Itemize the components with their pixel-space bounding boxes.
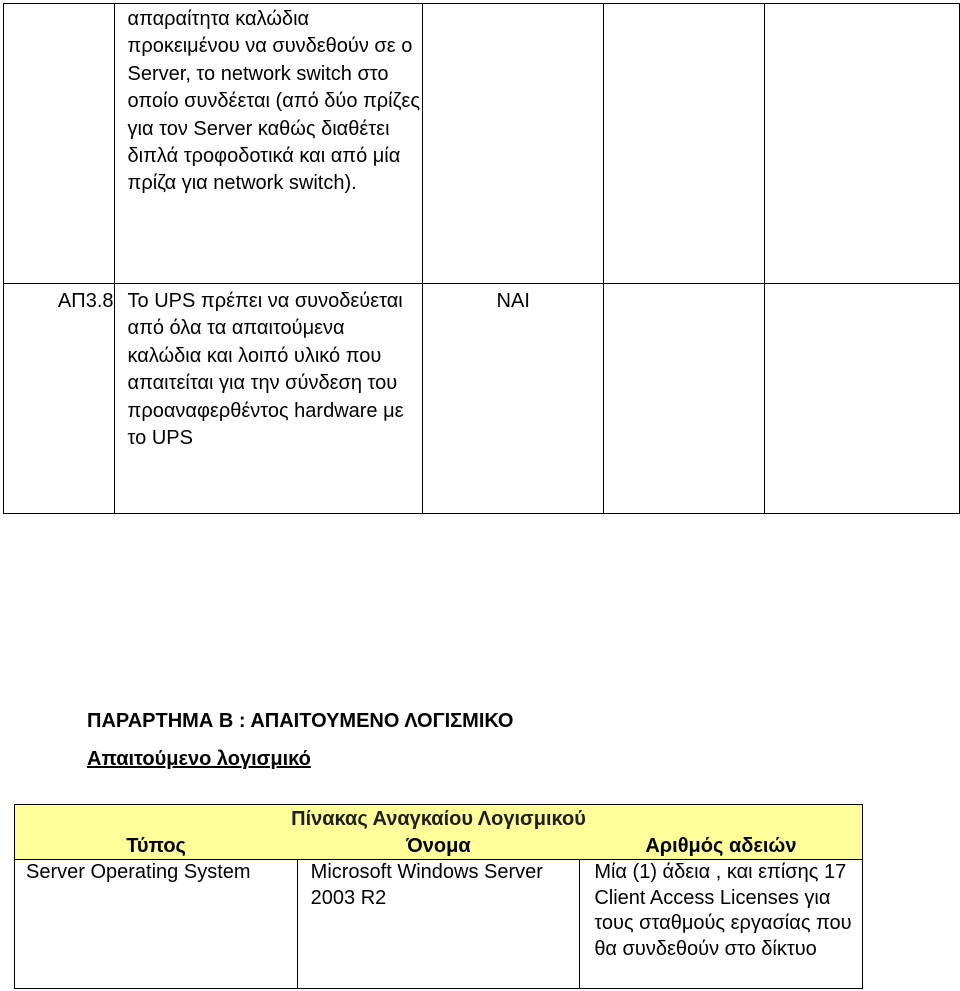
requirement-description: Το UPS πρέπει να συνοδεύεται από όλα τα απαιτούμενα καλώδια και λοιπό υλικό που απαιτείται για την σύνδεση του προαναφερθέντος hardware με το UPS bbox=[114, 284, 423, 514]
column-header-type: Τύπος bbox=[15, 833, 298, 860]
requirements-table bbox=[3, 3, 960, 514]
software-name: Microsoft Windows Server 2003 R2 bbox=[297, 860, 580, 989]
table-row bbox=[4, 4, 960, 284]
requirement-id bbox=[4, 4, 115, 284]
table-row bbox=[15, 860, 863, 989]
table-row bbox=[4, 284, 960, 514]
empty-cell bbox=[764, 284, 959, 514]
software-type: Server Operating System bbox=[15, 860, 298, 989]
requirement-description: απαραίτητα καλώδια προκειμένου να συνδεθούν σε ο Server, το network switch στο οποίο συνδέεται (από δύο πρίζες για τον Server καθώς διαθέτει διπλά τροφοδοτικά και από μία πρίζα για network switch). bbox=[114, 4, 423, 284]
software-table-title-row bbox=[15, 805, 863, 834]
empty-cell bbox=[604, 4, 765, 284]
column-header-licenses: Αριθμός αδειών bbox=[580, 833, 863, 860]
software-table-header-row bbox=[15, 833, 863, 860]
software-table-title: Πίνακας Αναγκαίου Λογισμικού bbox=[15, 805, 863, 834]
column-header-name: Όνομα bbox=[297, 833, 580, 860]
requirement-id: ΑΠ3.8 bbox=[4, 284, 115, 514]
empty-cell bbox=[764, 4, 959, 284]
annex-heading: ΠΑΡΑΡΤΗΜΑ Β : ΑΠΑΙΤΟΥΜΕΝΟ ΛΟΓΙΣΜΙΚΟ bbox=[87, 710, 514, 732]
requirement-answer: ΝΑΙ bbox=[423, 284, 604, 514]
requirement-answer bbox=[423, 4, 604, 284]
section-subheading: Απαιτούμενο λογισμικό bbox=[87, 748, 311, 770]
empty-cell bbox=[604, 284, 765, 514]
software-table bbox=[14, 804, 863, 989]
software-licenses: Μία (1) άδεια , και επίσης 17 Client Access Licenses για τους σταθμούς εργασίας που θα συνδεθούν στο δίκτυο bbox=[580, 860, 863, 989]
